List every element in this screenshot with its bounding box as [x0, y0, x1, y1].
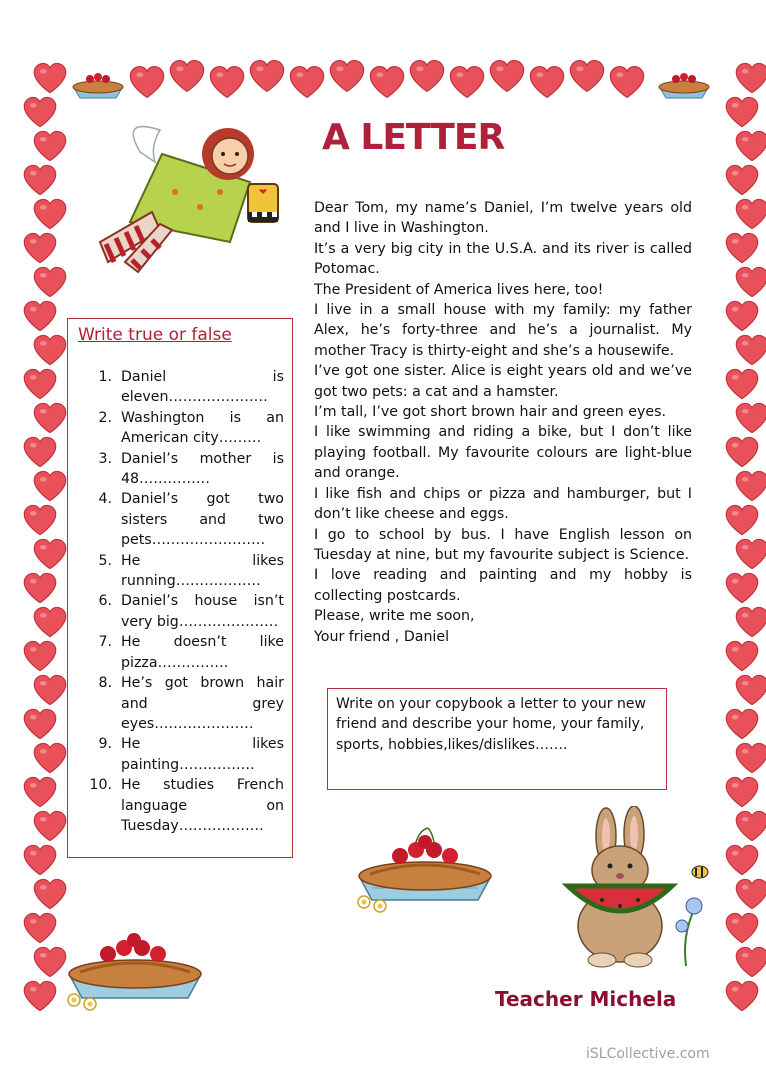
letter-paragraph: I’m tall, I’ve got short brown hair and green eyes.	[314, 404, 666, 421]
site-watermark: iSLCollective.com	[586, 1046, 710, 1062]
quiz-item-number: 7.	[98, 634, 112, 651]
heart-icon	[248, 57, 286, 95]
quiz-item	[76, 591, 284, 632]
letter-paragraph: I go to school by bus. I have English lesson on Tuesday at nine, but my favourite subject is Science.	[314, 526, 692, 563]
heart-icon	[22, 774, 58, 810]
heart-icon	[724, 910, 760, 946]
quiz-item	[76, 449, 284, 490]
heart-icon	[724, 366, 760, 402]
heart-icon	[22, 298, 58, 334]
cherry-pie-illustration-bottom	[62, 922, 208, 1012]
letter-paragraph: It’s a very big city in the U.S.A. and its river is called Potomac.	[314, 240, 692, 278]
quiz-item-text: He studies French language on Tuesday………………	[121, 777, 284, 834]
heart-icon	[32, 128, 68, 164]
heart-icon	[22, 978, 58, 1014]
heart-icon	[22, 434, 58, 470]
heart-icon	[734, 128, 766, 164]
heart-icon	[724, 978, 760, 1014]
heart-icon	[724, 298, 760, 334]
quiz-item	[76, 734, 284, 775]
writing-task-text: Write on your copybook a letter to your new friend and describe your home, your family, sports, hobbies,likes/dislikes…….	[336, 696, 646, 753]
quiz-item-number: 9.	[98, 736, 112, 753]
heart-icon	[724, 570, 760, 606]
cherry-pie-small-right-icon	[656, 68, 712, 102]
quiz-item-number: 10.	[89, 777, 112, 794]
heart-icon	[724, 842, 760, 878]
heart-icon	[734, 400, 766, 436]
heart-icon	[22, 706, 58, 742]
heart-icon	[734, 536, 766, 572]
angel-doll-illustration	[80, 112, 294, 276]
heart-icon	[734, 468, 766, 504]
heart-icon	[32, 468, 68, 504]
quiz-item-text: Washington is an American city………	[121, 409, 284, 447]
heart-icon	[368, 63, 406, 101]
heart-icon	[22, 842, 58, 878]
writing-task-box	[327, 688, 667, 790]
heart-icon	[568, 57, 606, 95]
heart-icon	[734, 264, 766, 300]
heart-icon	[32, 876, 68, 912]
cherry-pie-illustration	[350, 826, 500, 914]
page-title: A LETTER	[322, 117, 505, 158]
heart-icon	[734, 196, 766, 232]
letter-paragraph: I’ve got one sister. Alice is eight years old and we’ve got two pets: a cat and a hamster.	[314, 363, 692, 400]
heart-icon	[724, 638, 760, 674]
heart-icon	[724, 774, 760, 810]
quiz-item-number: 8.	[98, 675, 112, 692]
letter-paragraph: I love reading and painting and my hobby is collecting postcards.	[314, 567, 692, 604]
heart-icon	[32, 264, 68, 300]
heart-icon	[734, 604, 766, 640]
quiz-item	[76, 632, 284, 673]
heart-icon	[168, 57, 206, 95]
heart-icon	[734, 60, 766, 96]
true-false-box	[67, 318, 293, 858]
cherry-pie-small-left-icon	[70, 68, 126, 102]
heart-icon	[22, 94, 58, 130]
heart-icon	[724, 162, 760, 198]
heart-icon	[724, 434, 760, 470]
quiz-item	[76, 551, 284, 592]
heart-icon	[724, 502, 760, 538]
quiz-item-text: He likes running………………	[121, 552, 284, 590]
quiz-item	[76, 367, 284, 408]
heart-icon	[32, 536, 68, 572]
quiz-item-text: He likes painting…………….	[121, 736, 284, 773]
heart-icon	[734, 808, 766, 844]
quiz-item-text: He’s got brown hair and grey eyes…………………	[121, 675, 284, 732]
quiz-item-text: Daniel’s got two sisters and two pets……………………	[121, 491, 284, 549]
quiz-title: Write true or false	[78, 325, 232, 345]
signature: Teacher Michela	[495, 987, 677, 1011]
quiz-item-number: 4.	[98, 491, 112, 508]
quiz-item-text: Daniel’s house isn’t very big…………………	[121, 593, 284, 630]
heart-icon	[288, 63, 326, 101]
quiz-item-text: Daniel is eleven…………………	[121, 369, 284, 406]
heart-icon	[32, 60, 68, 96]
heart-icon	[32, 604, 68, 640]
heart-icon	[448, 63, 486, 101]
quiz-item-number: 5.	[98, 552, 112, 569]
letter-paragraph: Dear Tom, my name’s Daniel, I’m twelve years old and I live in Washington.	[314, 200, 692, 237]
heart-icon	[608, 63, 646, 101]
quiz-item-number: 3.	[98, 450, 112, 467]
letter-paragraph: I live in a small house with my family: my father Alex, he’s forty-three and he’s a journalist. My mother Tracy is thirty-eight and she’s a housewife.	[314, 302, 692, 359]
heart-icon	[32, 196, 68, 232]
quiz-item	[76, 775, 284, 836]
heart-icon	[32, 400, 68, 436]
letter-body	[314, 198, 692, 647]
heart-icon	[734, 740, 766, 776]
heart-icon	[488, 57, 526, 95]
quiz-list	[76, 367, 284, 836]
heart-icon	[208, 63, 246, 101]
heart-icon	[22, 162, 58, 198]
quiz-item-number: 6.	[98, 593, 112, 610]
heart-icon	[22, 910, 58, 946]
heart-icon	[32, 808, 68, 844]
heart-icon	[32, 332, 68, 368]
quiz-item	[76, 489, 284, 550]
heart-icon	[734, 672, 766, 708]
letter-paragraph: Your friend , Daniel	[314, 628, 450, 645]
letter-paragraph: Please, write me soon,	[314, 608, 475, 625]
heart-icon	[528, 63, 566, 101]
quiz-item	[76, 408, 284, 449]
quiz-item	[76, 673, 284, 734]
quiz-item-text: Daniel’s mother is 48……………	[121, 450, 284, 488]
heart-icon	[328, 57, 366, 95]
letter-paragraph: I like swimming and riding a bike, but I don’t like playing football. My favourite colours are light-blue and orange.	[314, 424, 692, 482]
heart-icon	[724, 230, 760, 266]
heart-icon	[734, 876, 766, 912]
heart-icon	[734, 332, 766, 368]
heart-icon	[32, 740, 68, 776]
heart-icon	[724, 94, 760, 130]
heart-icon	[22, 570, 58, 606]
heart-icon	[128, 63, 166, 101]
heart-icon	[734, 944, 766, 980]
quiz-item-number: 1.	[98, 369, 112, 385]
heart-icon	[32, 672, 68, 708]
bunny-watermelon-illustration	[562, 806, 718, 970]
letter-paragraph: The President of America lives here, too!	[314, 281, 604, 298]
letter-paragraph: I like fish and chips or pizza and hamburger, but I don’t like cheese and eggs.	[314, 485, 692, 523]
heart-icon	[724, 706, 760, 742]
heart-icon	[22, 230, 58, 266]
heart-icon	[408, 57, 446, 95]
quiz-item-text: He doesn’t like pizza……………	[121, 634, 284, 671]
heart-icon	[22, 638, 58, 674]
heart-icon	[22, 502, 58, 538]
quiz-item-number: 2.	[98, 409, 112, 426]
heart-icon	[22, 366, 58, 402]
